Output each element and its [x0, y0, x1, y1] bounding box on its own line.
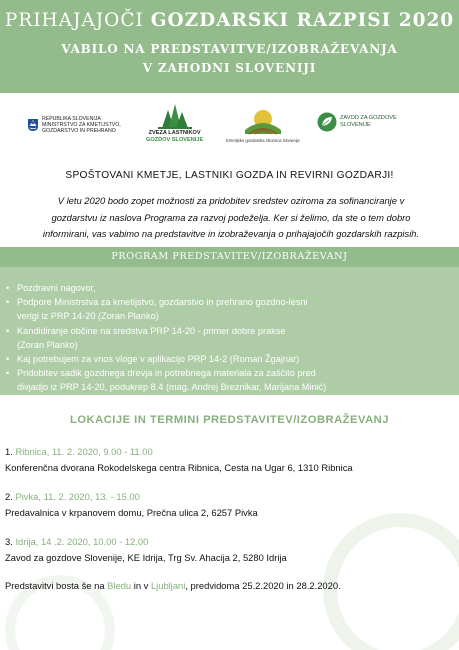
location-venue: Konferenčna dvorana Rokodelskega centra Ribnica, Cesta na Ugar 6, 1310 Ribnica	[5, 462, 353, 473]
ministry-logo-line1: REPUBLIKA SLOVENIJA	[42, 116, 101, 122]
location-item: 1. Ribnica, 11. 2. 2020, 9.00 - 11.00 Konferenčna dvorana Rokodelskega centra Ribnica, Cesta na Ugar 6, 1310 Ribnica	[5, 444, 353, 476]
header-banner	[0, 0, 459, 93]
location-head: Ribnica, 11. 2. 2020, 9.00 - 11.00	[15, 446, 153, 457]
intro-line: gozdarstvu iz naslova Programa za razvoj podeželja. Ker si želimo, da ste o tem dobro	[51, 211, 411, 223]
decorative-circles	[0, 400, 459, 650]
title-bold: GOZDARSKI RAZPISI 2020	[150, 10, 455, 31]
subtitle-region: V ZAHODNI SLOVENIJI	[142, 61, 317, 75]
zveza-logo-line2: GOZDOV SLOVENIJE	[146, 136, 204, 143]
place-ljubljana: Ljubljani	[150, 580, 186, 591]
location-head: Idrija, 14 .2. 2020, 10.00 - 12.00	[15, 536, 149, 547]
subtitle-invitation: VABILO NA PREDSTAVITVE/IZOBRAŽEVANJA	[61, 42, 398, 56]
intro-paragraph	[6, 193, 456, 243]
locations-heading: LOKACIJE IN TERMINI PREDSTAVITEV/IZOBRAŽEVANJ	[70, 414, 389, 426]
zavod-logo-line1: ZAVOD ZA GOZDOVE	[340, 115, 397, 121]
page-title	[0, 10, 459, 31]
place-bled: Bledu	[107, 580, 132, 591]
program-item: • Pridobitev sadik gozdnega drevja in potrebnega materiala za zaščito pred divjadjo iz PRP 14-20, podukrep 8.4 (mag. Andrej Breznikar, Marijana Minić)	[6, 368, 327, 393]
program-heading: PROGRAM PREDSTAVITEV/IZOBRAŽEVANJ	[0, 247, 459, 267]
program-item: • Podpore Ministrstva za kmetijstvo, gozdarstvo in prehrano gozdno-lesni verigi iz PRP 14-20 (Zoran Planko)	[6, 297, 308, 322]
kgzs-logo-text: Kmetijsko gozdarska zbornica Slovenije	[226, 138, 300, 143]
partner-logos	[0, 98, 459, 154]
slovenia-coat-of-arms-icon	[28, 119, 38, 131]
intro-line: informirani, vas vabimo na predstavitve in izobraževanja o prihajajočih gozdarskih razpisih.	[42, 228, 420, 239]
location-head: Pivka, 11. 2. 2020, 13. - 15.00	[15, 491, 140, 502]
location-item: 2. Pivka, 11. 2. 2020, 13. - 15.00 Predavalnica v krpanovem domu, Prečna ulica 2, 6257 Pivka	[5, 489, 258, 521]
zveza-logo-line1: ZVEZA LASTNIKOV	[148, 130, 201, 136]
ministry-logo-line2: MINISTRSTVO ZA KMETIJSTVO,	[42, 122, 121, 128]
zavod-logo-line2: SLOVENIJE	[340, 122, 371, 128]
kgzs-logo	[226, 108, 300, 143]
title-plain: PRIHAJAJOČI	[4, 10, 144, 31]
locations-footer-note: Predstavitvi bosta še na Bledu in v Ljubljani, predvidoma 25.2.2020 in 28.2.2020.	[5, 580, 341, 591]
intro-line: V letu 2020 bodo zopet možnosti za pridobitev sredstev oziroma za sofinanciranje v	[57, 195, 405, 206]
greeting-heading: SPOŠTOVANI KMETJE, LASTNIKI GOZDA IN REVIRNI GOZDARJI!	[65, 170, 394, 181]
forest-trees-icon	[156, 102, 194, 130]
location-item: 3. Idrija, 14 .2. 2020, 10.00 - 12.00 Zavod za gozdove Slovenije, KE Idrija, Trg Sv. Ahacija 2, 5280 Idrija	[5, 534, 287, 566]
program-list	[6, 281, 458, 395]
leaf-icon	[317, 112, 337, 132]
zavod-logo	[317, 112, 397, 132]
program-item: • Pozdravni nagovor,	[6, 283, 96, 293]
ministry-logo	[28, 116, 121, 134]
zveza-lastnikov-logo	[146, 102, 203, 143]
program-item: • Kandidiranje občine na sredstva PRP 14-20 - primer dobre prakse (Zoran Planko)	[6, 325, 286, 350]
ministry-logo-line3: GOZDARSTVO IN PREHRANO	[42, 128, 116, 134]
location-venue: Predavalnica v krpanovem domu, Prečna ulica 2, 6257 Pivka	[5, 507, 258, 518]
field-and-sun-icon	[241, 108, 285, 138]
location-venue: Zavod za gozdove Slovenije, KE Idrija, Trg Sv. Ahacija 2, 5280 Idrija	[5, 552, 287, 563]
program-item: • Kaj potrebujem za vnos vloge v aplikacijo PRP 14-2 (Roman Žgajnar)	[6, 354, 300, 365]
